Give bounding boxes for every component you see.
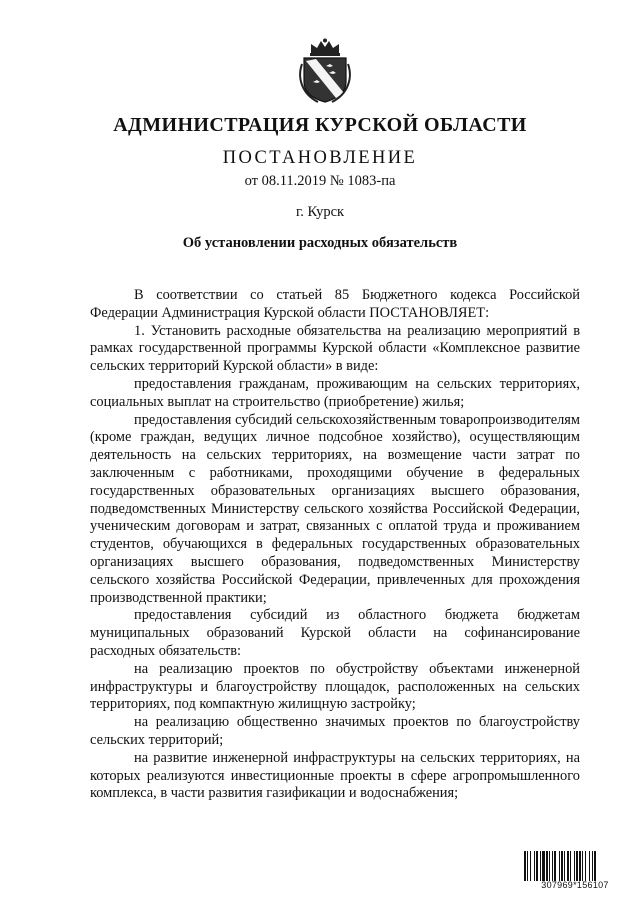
barcode-bars xyxy=(523,851,627,881)
paragraph: на развитие инженерной инфраструктуры на сельских территориях, на которых реализуются инвестиционные проекты в сфере агропромышленного комплекса, в части развития газификации и водоснабжения; xyxy=(90,749,580,802)
city-name: г. Курск xyxy=(295,204,345,220)
organization-title: АДМИНИСТРАЦИЯ КУРСКОЙ ОБЛАСТИ xyxy=(113,114,527,136)
barcode-number: 307969*156107 xyxy=(541,880,609,890)
document-body xyxy=(90,287,580,803)
document-number: от 08.11.2019 № 1083-па xyxy=(244,173,396,189)
document-type: ПОСТАНОВЛЕНИЕ xyxy=(222,148,418,168)
barcode xyxy=(523,851,627,891)
paragraph: В соответствии со статьей 85 Бюджетного кодекса Российской Федерации Администрация Курской области ПОСТАНОВЛЯЕТ: xyxy=(90,287,580,321)
paragraph: на реализацию общественно значимых проектов по благоустройству сельских территорий; xyxy=(90,714,580,748)
paragraph: предоставления субсидий из областного бюджета бюджетам муниципальных образований Курской области на софинансирование расходных обязательств: xyxy=(90,607,580,659)
paragraph: на реализацию проектов по обустройству объектами инженерной инфраструктуры и благоустройству площадок, расположенных на сельских территориях, под компактную жилищную застройку; xyxy=(90,660,580,713)
paragraph: 1. Установить расходные обязательства на реализацию мероприятий в рамках государственной программы Курской области «Комплексное развитие сельских территорий Курской области» в виде: xyxy=(90,322,580,375)
paragraph: предоставления субсидий сельскохозяйственным товаропроизводителям (кроме граждан, ведущих личное подсобное хозяйство), осуществляющим деятельность на сельских территориях, на возмещение части затрат по заключенным с работниками, проходящими обучение в федеральных государственных образовательных организациях высшего образования, подведомственных Министерству сельского хозяйства Российской Федерации, ученическим договорам и затрат, связанных с оплатой труда и проживанием студентов, обучающихся в федеральных государственных образовательных организациях высшего образования, подведомственных Министерству сельского хозяйства Российской Федерации, привлеченных для прохождения производственной практики; xyxy=(90,411,580,606)
paragraph: предоставления гражданам, проживающим на сельских территориях, социальных выплат на строительство (приобретение) жилья; xyxy=(90,375,580,410)
coat-of-arms-icon xyxy=(296,38,354,104)
document-subject: Об установлении расходных обязательств xyxy=(182,235,458,251)
